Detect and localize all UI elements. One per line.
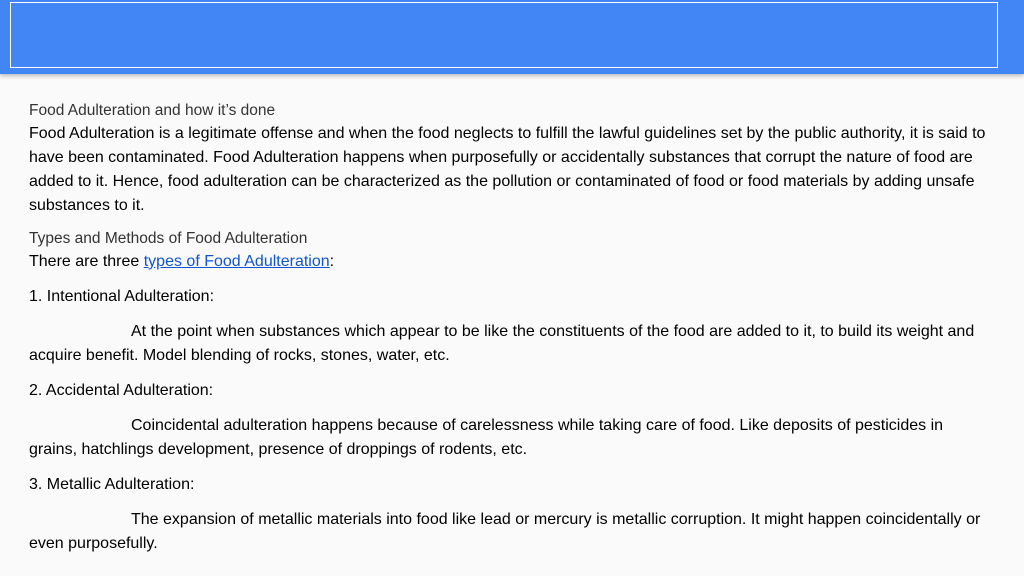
list-item-title: 2. Accidental Adulteration:: [29, 382, 214, 399]
spacer: [29, 274, 995, 285]
list-item-description: Coincidental adulteration happens because of carelessness while taking care of food. Like deposits of pesticides in grains, hatchlings development, presence of droppings of rodents, etc.: [29, 417, 944, 458]
types-intro-suffix: :: [329, 253, 335, 270]
types-intro: [29, 250, 995, 274]
section-heading-adulteration: Food Adulteration and how it’s done: [29, 102, 276, 119]
types-of-food-adulteration-link[interactable]: types of Food Adulteration: [143, 253, 330, 270]
section-body-adulteration: Food Adulteration is a legitimate offense and when the food neglects to fulfill the lawful guidelines set by the public authority, it is said to have been contaminated. Food Adulteration happens when purposefully or accidentally substances that corrupt the nature of food are added to it. Hence, food adulteration can be characterized as the pollution or contaminated of food or food materials by adding unsafe substances to it.: [29, 125, 986, 214]
spacer: [29, 403, 995, 414]
spacer: [29, 462, 995, 473]
list-item-title: 3. Metallic Adulteration:: [29, 476, 195, 493]
list-item-title: 1. Intentional Adulteration:: [29, 288, 215, 305]
list-item-description: The expansion of metallic materials into food like lead or mercury is metallic corruption. It might happen coincidentally or even purposefully.: [29, 511, 981, 552]
types-intro-prefix: There are three: [29, 253, 144, 270]
title-placeholder-frame: [10, 2, 998, 68]
slide-content: [29, 101, 995, 556]
spacer: [29, 309, 995, 320]
spacer: [29, 218, 995, 229]
spacer: [29, 368, 995, 379]
section-heading-types: Types and Methods of Food Adulteration: [29, 230, 308, 247]
list-item-description: At the point when substances which appear to be like the constituents of the food are added to it, to build its weight and acquire benefit. Model blending of rocks, stones, water, etc.: [29, 323, 975, 364]
header-band: [0, 0, 1024, 74]
spacer: [29, 497, 995, 508]
